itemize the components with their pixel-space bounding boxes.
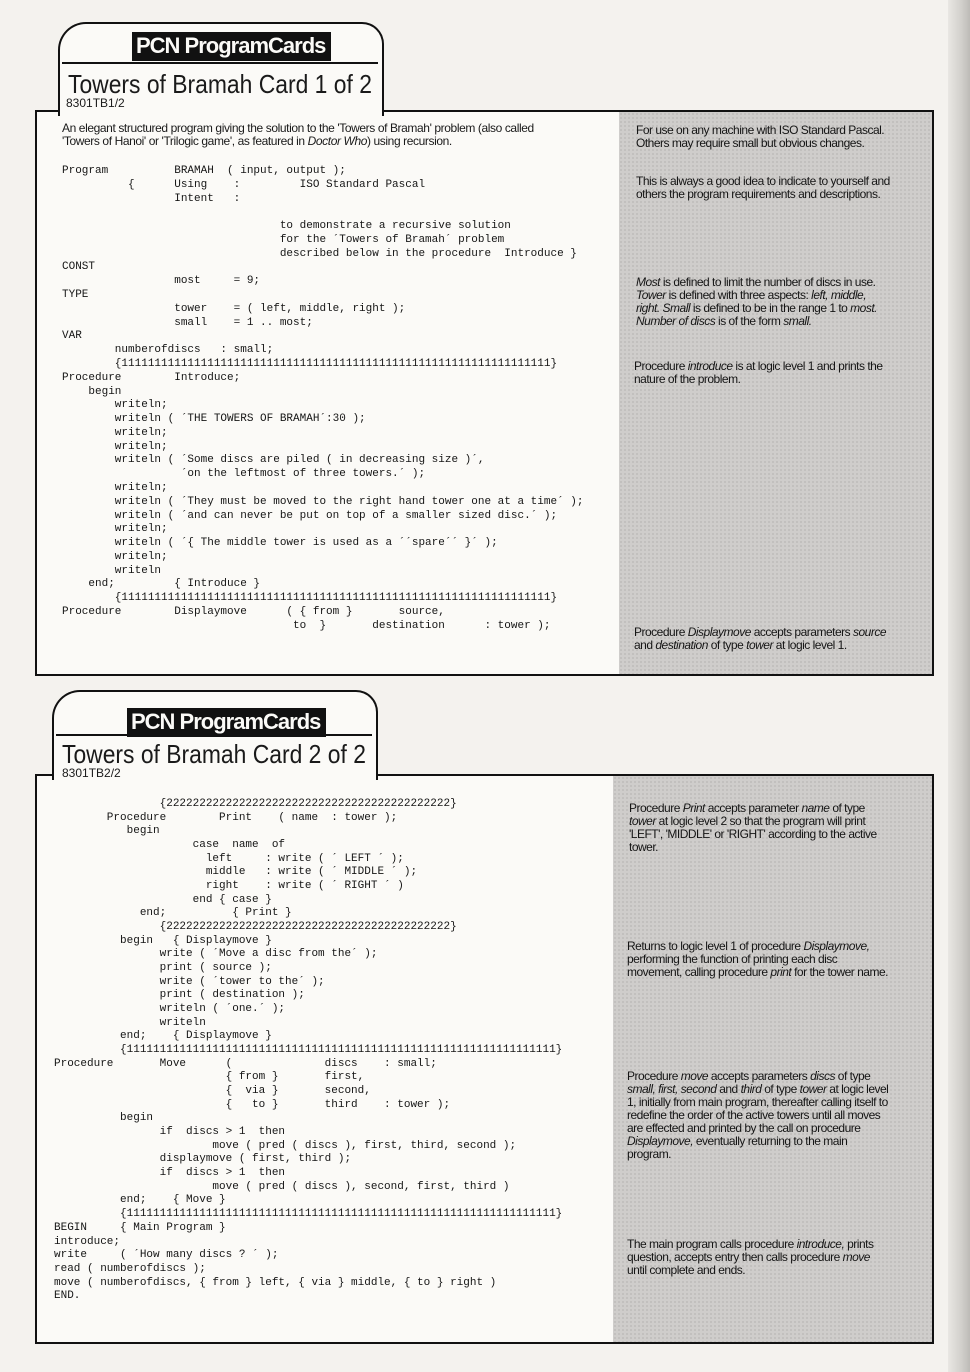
note-5	[634, 626, 896, 662]
note-segment: tower	[629, 814, 656, 828]
note-segment: Procedure	[627, 1069, 681, 1083]
card-2-title: Towers of Bramah Card 2 of 2	[62, 739, 366, 769]
note-1	[636, 124, 898, 160]
note-segment: for the tower name.	[791, 965, 888, 979]
note-segment: tower	[799, 1082, 827, 1096]
note-segment: move	[842, 1250, 870, 1264]
note-7	[627, 940, 889, 989]
note-segment: Most	[636, 275, 661, 289]
logo-rule-2	[56, 734, 372, 736]
note-segment: Displaymove,	[627, 1134, 694, 1148]
note-segment: name	[801, 801, 830, 815]
card-1-code: 8301TB1/2	[66, 96, 125, 110]
note-segment: third	[740, 1082, 762, 1096]
note-segment: Number of discs	[636, 314, 716, 328]
logo-rule-1	[62, 62, 378, 64]
note-segment: and	[634, 638, 656, 652]
note-segment: tower	[746, 638, 773, 652]
note-8	[627, 1070, 889, 1171]
intro-line-2	[62, 135, 534, 148]
note-segment: eventually returning to the main program.	[627, 1134, 848, 1161]
note-segment: accepts parameter	[704, 801, 802, 815]
note-segment: Procedure	[629, 801, 683, 815]
note-segment: For use on any machine with ISO Standard Pascal. Others may require small but obvious changes.	[636, 123, 885, 150]
note-4	[634, 360, 896, 396]
note-segment: Tower	[636, 288, 666, 302]
note-segment: Returns to logic level 1 of procedure	[627, 939, 804, 953]
note-segment: Procedure	[634, 359, 688, 373]
pcn-logo-1	[132, 32, 331, 61]
note-segment: of type	[761, 1082, 800, 1096]
note-segment: accepts parameters	[750, 625, 853, 639]
note-segment: of type	[707, 638, 747, 652]
note-segment: is at logic level 1 and prints the nature of the problem.	[634, 359, 883, 386]
note-segment: This is always a good idea to indicate to yourself and others the program requirements and descriptions.	[636, 174, 890, 201]
note-segment: discs	[810, 1069, 835, 1083]
note-segment: prints question, accepts entry then calls procedure	[627, 1237, 874, 1264]
note-segment: accepts parameters	[708, 1069, 811, 1083]
note-segment: small.	[783, 314, 812, 328]
card-2-code: 8301TB2/2	[62, 766, 121, 780]
note-segment: print	[770, 965, 792, 979]
note-segment: at logic level 1, initially from main program, thereafter calling itself to redefine the order of the active towers until all moves are effected and printed by the call on procedure	[627, 1082, 889, 1135]
note-2	[636, 175, 898, 211]
note-segment: small, first, second	[627, 1082, 717, 1096]
card-1-title: Towers of Bramah Card 1 of 2	[68, 69, 372, 99]
pcn-logo-2	[127, 708, 326, 737]
note-segment: destination	[655, 638, 708, 652]
note-segment: Small	[662, 301, 691, 315]
page-edge	[948, 0, 970, 1372]
note-segment: The main program calls procedure	[627, 1237, 797, 1251]
intro-line-2b: ) using recursion.	[367, 134, 452, 148]
program-listing-1: Program BRAMAH ( input, output ); { Using : ISO Standard Pascal Intent : to demonstrate a recursive solution for the ´Towers of Bramah´ problem described below in the procedure Introduce } CONST most = 9; TYPE tower = ( left, middle, right ); small = 1 .. most; VAR numberofdiscs : small; {11111111111111111111111111111111111111111111111111111111111111111} Procedure Introduce; begin writeln; writeln ( ´THE TOWERS OF BRAMAH´:30 ); writeln; writeln; writeln ( ´Some discs are piled ( in decreasing size )´, ´on the leftmost of three towers.´ ); writeln; writeln ( ´They must be moved to the right hand tower one at a time´ ); writeln ( ´and can never be put on top of a smaller sized disc.´ ); writeln; writeln ( ´{ The middle tower is used as a ´´spare´´ }´ ); writeln; writeln end; { Introduce } {11111111111111111111111111111111111111111111111111111111111111111} Procedure Displaymove ( { from } source, to } destination : tower );	[62, 165, 584, 632]
note-segment: of type	[834, 1069, 871, 1083]
intro-line-2a: 'Towers of Hanoi' or 'Trilogic game', as featured in	[62, 134, 308, 148]
note-segment: Displaymove,	[803, 939, 870, 953]
note-segment: at logic level 1.	[772, 638, 847, 652]
intro-line-1: An elegant structured program giving the solution to the 'Towers of Bramah' problem (also called	[62, 121, 534, 135]
note-3	[636, 276, 892, 338]
card-1-intro	[62, 122, 534, 148]
intro-doctor-who: Doctor Who	[307, 134, 367, 148]
note-6	[629, 802, 891, 864]
logo-text-2: PCN ProgramCards	[131, 709, 321, 734]
note-segment: Displaymove	[687, 625, 751, 639]
note-segment: is defined to be in the range 1 to	[690, 301, 851, 315]
note-segment: and	[716, 1082, 741, 1096]
note-segment: introduce,	[796, 1237, 845, 1251]
note-segment: is defined to limit the number of discs in use.	[660, 275, 876, 289]
note-segment: Procedure	[634, 625, 688, 639]
note-9	[627, 1238, 889, 1287]
note-segment: is defined with three aspects:	[665, 288, 812, 302]
note-segment: performing the function of printing each disc movement, calling procedure	[627, 952, 838, 979]
note-segment: at logic level 2 so that the program will print 'LEFT', 'MIDDLE' or 'RIGHT' according to the active tower.	[629, 814, 877, 854]
note-segment: move	[680, 1069, 709, 1083]
program-listing-2: {2222222222222222222222222222222222222222222} Procedure Print ( name : tower ); begin case name of left : write ( ´ LEFT ´ ); middle : write ( ´ MIDDLE ´ ); right : write ( ´ RIGHT ´ ) end { case } end; { Print } {2222222222222222222222222222222222222222222} begin { Displaymove } write ( ´Move a disc from the´ ); print ( source ); write ( ´tower to the´ ); print ( destination ); writeln ( ´one.´ ); writeln end; { Displaymove } {11111111111111111111111111111111111111111111111111111111111111111} Procedure Move ( discs : small; { from } first, { via } second, { to } third : tower ); begin if discs > 1 then move ( pred ( discs ), first, third, second ); displaymove ( first, third ); if discs > 1 then move ( pred ( discs ), second, first, third ) end; { Move } {11111111111111111111111111111111111111111111111111111111111111111} BEGIN { Main Program } introduce; write ( ´How many discs ? ´ ); read ( numberofdiscs ); move ( numberofdiscs, { from } left, { via } middle, { to } right ) END.	[54, 798, 563, 1303]
note-segment: until complete and ends.	[627, 1263, 746, 1277]
note-segment: most.	[850, 301, 878, 315]
note-segment: of type	[829, 801, 865, 815]
logo-text-1: PCN ProgramCards	[136, 33, 326, 58]
note-segment: is of the form	[715, 314, 784, 328]
note-segment: Print	[682, 801, 705, 815]
note-segment: source	[852, 625, 886, 639]
note-segment: left, middle, right.	[636, 288, 867, 315]
note-segment: introduce	[687, 359, 733, 373]
